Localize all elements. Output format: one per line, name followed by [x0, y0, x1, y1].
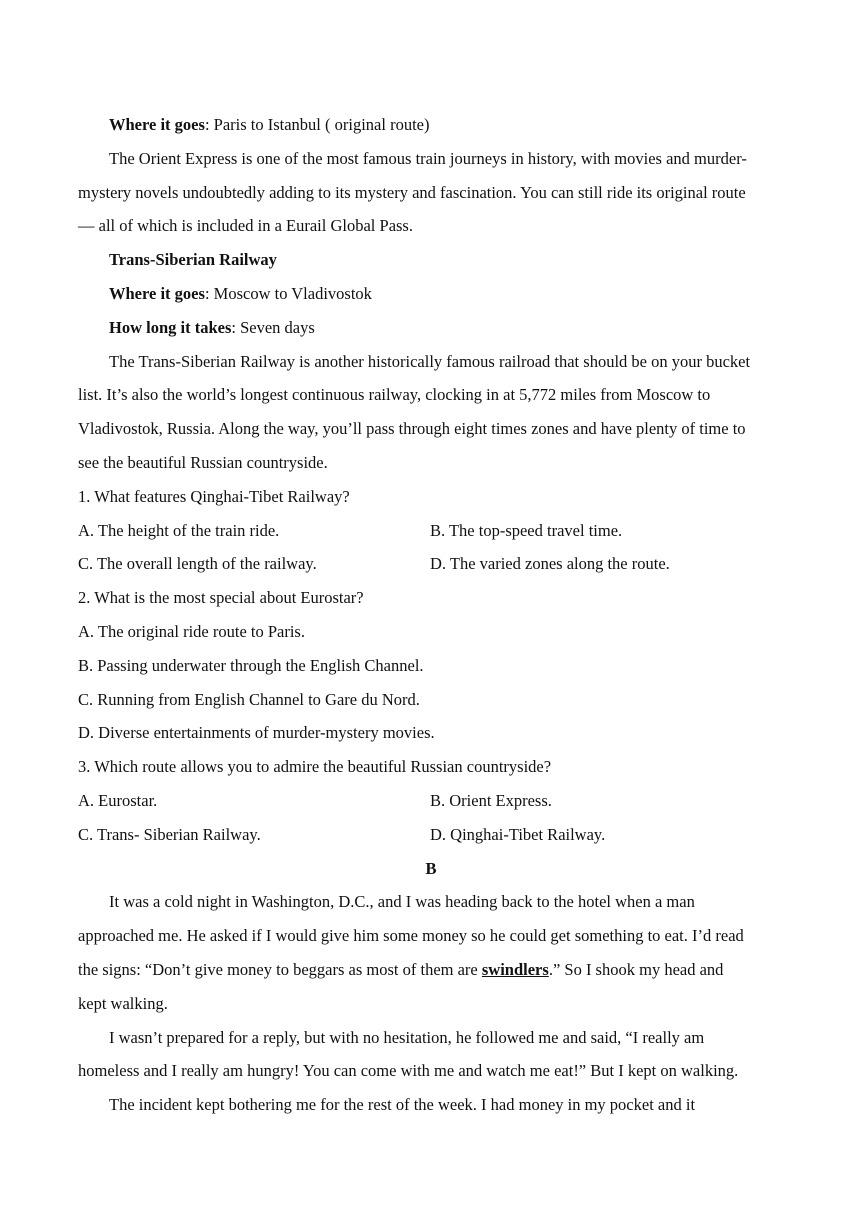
question-3-option-a: A. Eurostar.	[78, 790, 158, 810]
question-1-option-b: B. The top-speed travel time.	[430, 520, 623, 540]
orient-where-value: : Paris to Istanbul ( original route)	[204, 115, 430, 134]
question-3-options-row	[78, 818, 784, 852]
orient-paragraph-line: The Orient Express is one of the most famous train journeys in history, with movies and murder-	[109, 148, 747, 168]
passage-b-text: the signs: “Don’t give money to beggars as most of them are	[78, 959, 482, 979]
orient-paragraph-line: mystery novels undoubtedly adding to its mystery and fascination. You can still ride its original route	[78, 182, 746, 202]
question-2-option-d: D. Diverse entertainments of murder-mystery movies.	[78, 723, 435, 743]
trans-time-line	[78, 311, 784, 345]
question-1-stem: 1. What features Qinghai-Tibet Railway?	[78, 486, 350, 506]
orient-paragraph-line: — all of which is included in a Eurail Global Pass.	[78, 216, 413, 236]
passage-b-line: kept walking.	[78, 993, 168, 1013]
passage-b-line: homeless and I really am hungry! You can come with me and watch me eat!” But I kept on walking.	[78, 1061, 739, 1081]
orient-where-line	[78, 108, 784, 142]
passage-b-line: It was a cold night in Washington, D.C., and I was heading back to the hotel when a man	[109, 892, 695, 912]
question-2-option-c: C. Running from English Channel to Gare du Nord.	[78, 689, 420, 709]
trans-where-label: Where it goes	[109, 283, 205, 303]
question-1-option-a: A. The height of the train ride.	[78, 520, 280, 540]
trans-where-line	[78, 277, 784, 311]
trans-time-label: How long it takes	[109, 317, 232, 337]
question-3-option-b: B. Orient Express.	[430, 790, 552, 810]
question-3-option-c: C. Trans- Siberian Railway.	[78, 824, 261, 844]
trans-paragraph-line: see the beautiful Russian countryside.	[78, 452, 328, 472]
question-1-options-row	[78, 547, 784, 581]
section-b-heading: B	[425, 858, 437, 878]
question-1-option-c: C. The overall length of the railway.	[78, 554, 317, 574]
trans-paragraph-line: The Trans-Siberian Railway is another historically famous railroad that should be on your bucket	[109, 351, 751, 371]
orient-where-label: Where it goes	[109, 115, 205, 134]
passage-b-line	[78, 953, 784, 987]
question-3-stem: 3. Which route allows you to admire the beautiful Russian countryside?	[78, 757, 552, 777]
passage-b-line: The incident kept bothering me for the rest of the week. I had money in my pocket and it	[109, 1095, 696, 1115]
question-1-options-row	[78, 514, 784, 548]
trans-paragraph-line: list. It’s also the world’s longest continuous railway, clocking in at 5,772 miles from Moscow to	[78, 385, 711, 405]
passage-b-text: .” So I shook my head and	[548, 959, 724, 979]
question-2-stem: 2. What is the most special about Eurostar?	[78, 588, 364, 608]
trans-time-value: : Seven days	[231, 317, 315, 337]
trans-where-value: : Moscow to Vladivostok	[204, 283, 372, 303]
passage-b-line: approached me. He asked if I would give him some money so he could get something to eat. I’d read	[78, 926, 744, 946]
trans-paragraph-line: Vladivostok, Russia. Along the way, you’ll pass through eight times zones and have plenty of time to	[78, 419, 746, 439]
question-2-option-b: B. Passing underwater through the English Channel.	[78, 655, 424, 675]
question-3-options-row	[78, 784, 784, 818]
question-2-option-a: A. The original ride route to Paris.	[78, 621, 305, 641]
trans-siberian-heading: Trans-Siberian Railway	[109, 250, 277, 270]
question-3-option-d: D. Qinghai-Tibet Railway.	[430, 824, 606, 844]
underlined-word-swindlers: swindlers	[481, 959, 549, 979]
passage-b-line: I wasn’t prepared for a reply, but with no hesitation, he followed me and said, “I really am	[109, 1027, 705, 1047]
document-body	[78, 108, 784, 1122]
question-1-option-d: D. The varied zones along the route.	[430, 554, 670, 574]
